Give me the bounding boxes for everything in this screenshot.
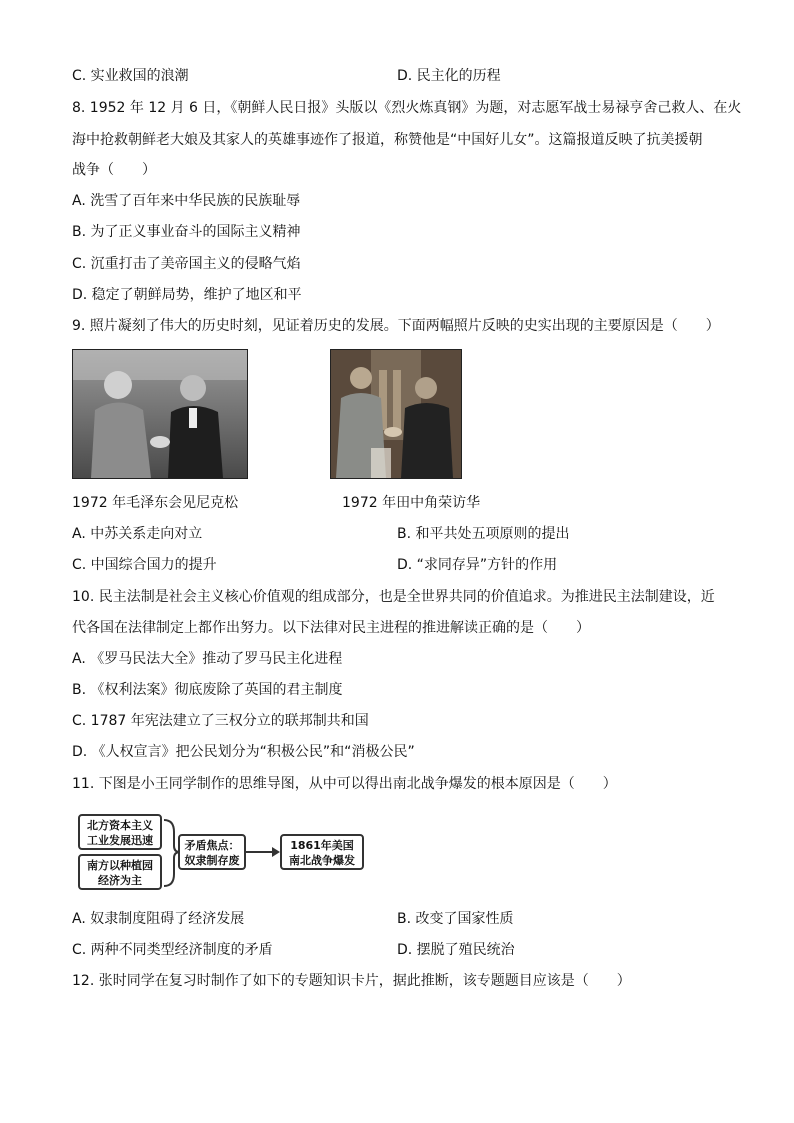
mindmap-south-box: 南方以种植园经济为主 bbox=[78, 854, 162, 890]
photo-tanaka-visit-graphic bbox=[331, 350, 461, 478]
mindmap-north-box: 北方资本主义工业发展迅速 bbox=[78, 814, 162, 850]
q9-caption-right: 1972 年田中角荣访华 bbox=[342, 495, 481, 511]
q12-stem: 12. 张时同学在复习时制作了如下的专题知识卡片，据此推断，该专题题目应该是（ ） bbox=[72, 973, 631, 989]
q8-stem-line1: 8. 1952 年 12 月 6 日，《朝鲜人民日报》头版以《烈火炼真钢》为题，对志愿军战士易禄亨舍己救人、在火 bbox=[72, 100, 742, 116]
q11-option-c: C. 两种不同类型经济制度的矛盾 bbox=[72, 942, 273, 958]
q10-option-a: A. 《罗马民法大全》推动了罗马民主化进程 bbox=[72, 651, 343, 667]
q9-option-c: C. 中国综合国力的提升 bbox=[72, 557, 217, 573]
q11-option-b: B. 改变了国家性质 bbox=[397, 911, 514, 927]
q10-option-b: B. 《权利法案》彻底废除了英国的君主制度 bbox=[72, 682, 343, 698]
photo-tanaka-visit bbox=[330, 349, 462, 479]
q8-stem-line2: 海中抢救朝鲜老大娘及其家人的英雄事迹作了报道，称赞他是“中国好儿女”。这篇报道反映了抗美援朝 bbox=[72, 132, 703, 148]
q10-option-c: C. 1787 年宪法建立了三权分立的联邦制共和国 bbox=[72, 713, 369, 729]
q7-option-c: C. 实业救国的浪潮 bbox=[72, 68, 189, 84]
q10-stem-line1: 10. 民主法制是社会主义核心价值观的组成部分，也是全世界共同的价值追求。为推进民主法制建设，近 bbox=[72, 589, 715, 605]
photo-mao-nixon-graphic bbox=[73, 350, 247, 478]
q10-stem-line2: 代各国在法律制定上都作出努力。以下法律对民主进程的推进解读正确的是（ ） bbox=[72, 620, 590, 636]
q8-option-a: A. 洗雪了百年来中华民族的民族耻辱 bbox=[72, 193, 301, 209]
q9-caption-left: 1972 年毛泽东会见尼克松 bbox=[72, 495, 239, 511]
mindmap-result-box: 1861年美国南北战争爆发 bbox=[280, 834, 364, 870]
mindmap-diagram bbox=[78, 812, 368, 894]
q8-option-c: C. 沉重打击了美帝国主义的侵略气焰 bbox=[72, 256, 301, 272]
q9-option-a: A. 中苏关系走向对立 bbox=[72, 526, 203, 542]
q11-stem: 11. 下图是小王同学制作的思维导图，从中可以得出南北战争爆发的根本原因是（ ） bbox=[72, 776, 617, 792]
mindmap-arrow-icon bbox=[246, 844, 280, 860]
mindmap-focus-box: 矛盾焦点：奴隶制存废 bbox=[178, 834, 246, 870]
q10-option-d: D. 《人权宣言》把公民划分为“积极公民”和“消极公民” bbox=[72, 744, 415, 760]
q11-option-a: A. 奴隶制度阻碍了经济发展 bbox=[72, 911, 245, 927]
photo-mao-nixon bbox=[72, 349, 248, 479]
q7-option-d: D. 民主化的历程 bbox=[397, 68, 501, 84]
q9-option-b: B. 和平共处五项原则的提出 bbox=[397, 526, 570, 542]
q9-option-d: D. “求同存异”方针的作用 bbox=[397, 557, 558, 573]
q8-option-d: D. 稳定了朝鲜局势，维护了地区和平 bbox=[72, 287, 302, 303]
q9-stem: 9. 照片凝刻了伟大的历史时刻，见证着历史的发展。下面两幅照片反映的史实出现的主要原因是（ ） bbox=[72, 318, 720, 334]
q11-option-d: D. 摆脱了殖民统治 bbox=[397, 942, 515, 958]
q8-stem-line3: 战争（ ） bbox=[72, 162, 156, 178]
q8-option-b: B. 为了正义事业奋斗的国际主义精神 bbox=[72, 224, 301, 240]
